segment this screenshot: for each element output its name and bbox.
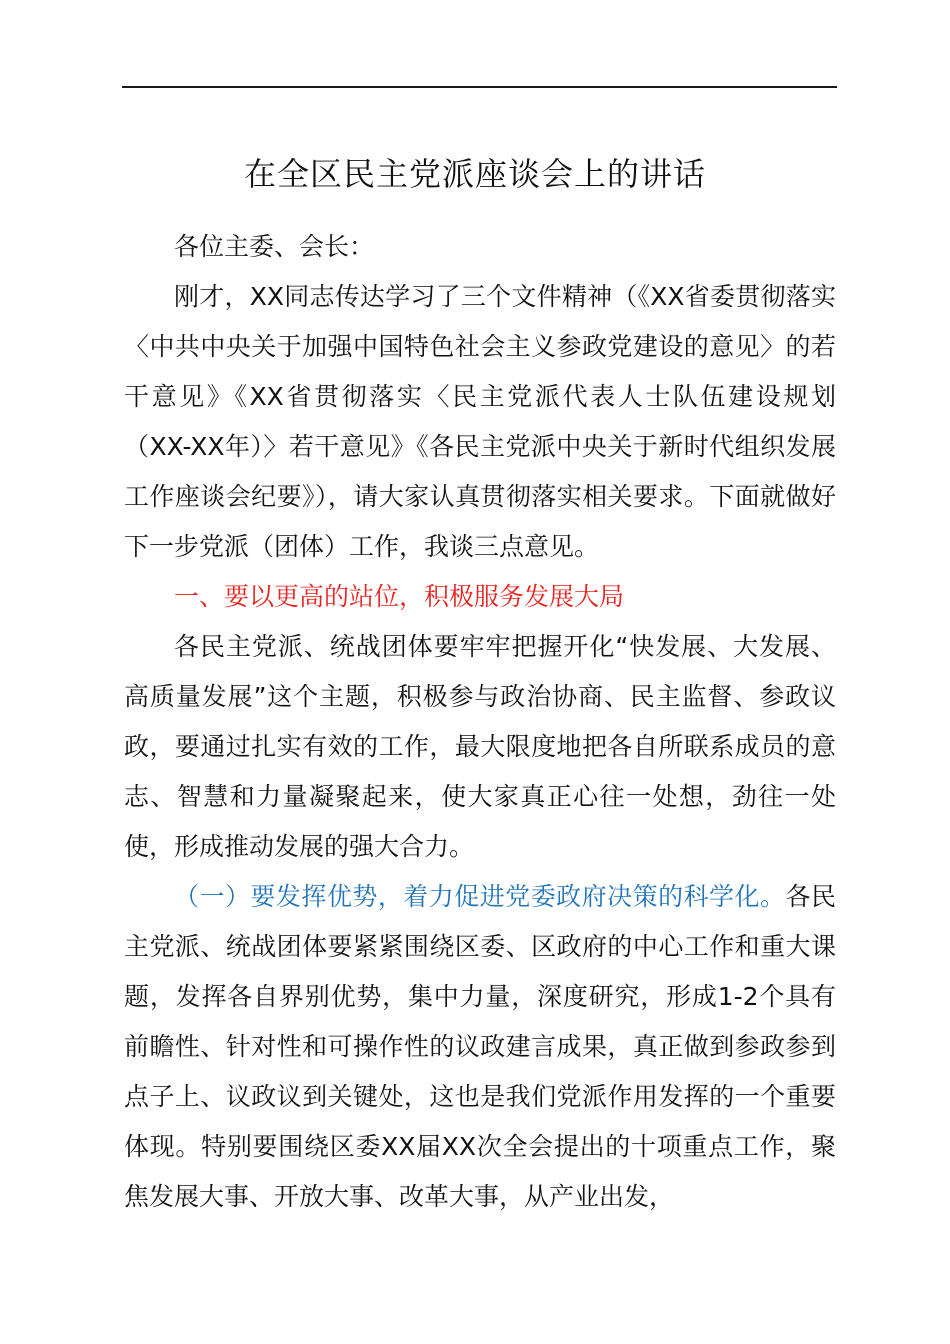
paragraph-section-1: 各民主党派、统战团体要牢牢把握开化“快发展、大发展、高质量发展”这个主题，积极参与政治协商、民主监督、参政议政，要通过扎实有效的工作，最大限度地把各自所联系成员的意志、智慧和力量凝聚起来，使大家真正心往一处想，劲往一处使，形成推动发展的强大合力。 [124,632,836,861]
document-body [124,222,836,1222]
section-heading-1: 一、要以更高的站位，积极服务发展大局 [174,582,625,611]
paragraph-intro: 刚才，XX同志传达学习了三个文件精神（《XX省委贯彻落实〈中共中央关于加强中国特色社会主义参政党建设的意见〉的若干意见》《XX省贯彻落实〈民主党派代表人士队伍建设规划（XX-XX年）〉若干意见》《各民主党派中央关于新时代组织发展工作座谈会纪要》），请大家认真贯彻落实相关要求。下面就做好下一步党派（团体）工作，我谈三点意见。 [124,282,836,561]
subsection-heading-1: （一）要发挥优势，着力促进党委政府决策的科学化。 [174,882,786,911]
paragraph-subsection-1 [124,872,836,1222]
document-title: 在全区民主党派座谈会上的讲话 [243,155,706,193]
subsection-text-1: 各民主党派、统战团体要紧紧围绕区委、区政府的中心工作和重大课题，发挥各自界别优势，集中力量，深度研究，形成1-2个具有前瞻性、针对性和可操作性的议政建言成果，真正做到参政参到点子上、议政议到关键处，这也是我们党派作用发挥的一个重要体现。特别要围绕区委XX届XX次全会提出的十项重点工作，聚焦发展大事、开放大事、改革大事，从产业出发， [124,882,836,1211]
salutation: 各位主委、会长： [174,232,375,261]
header-rule [122,86,837,88]
